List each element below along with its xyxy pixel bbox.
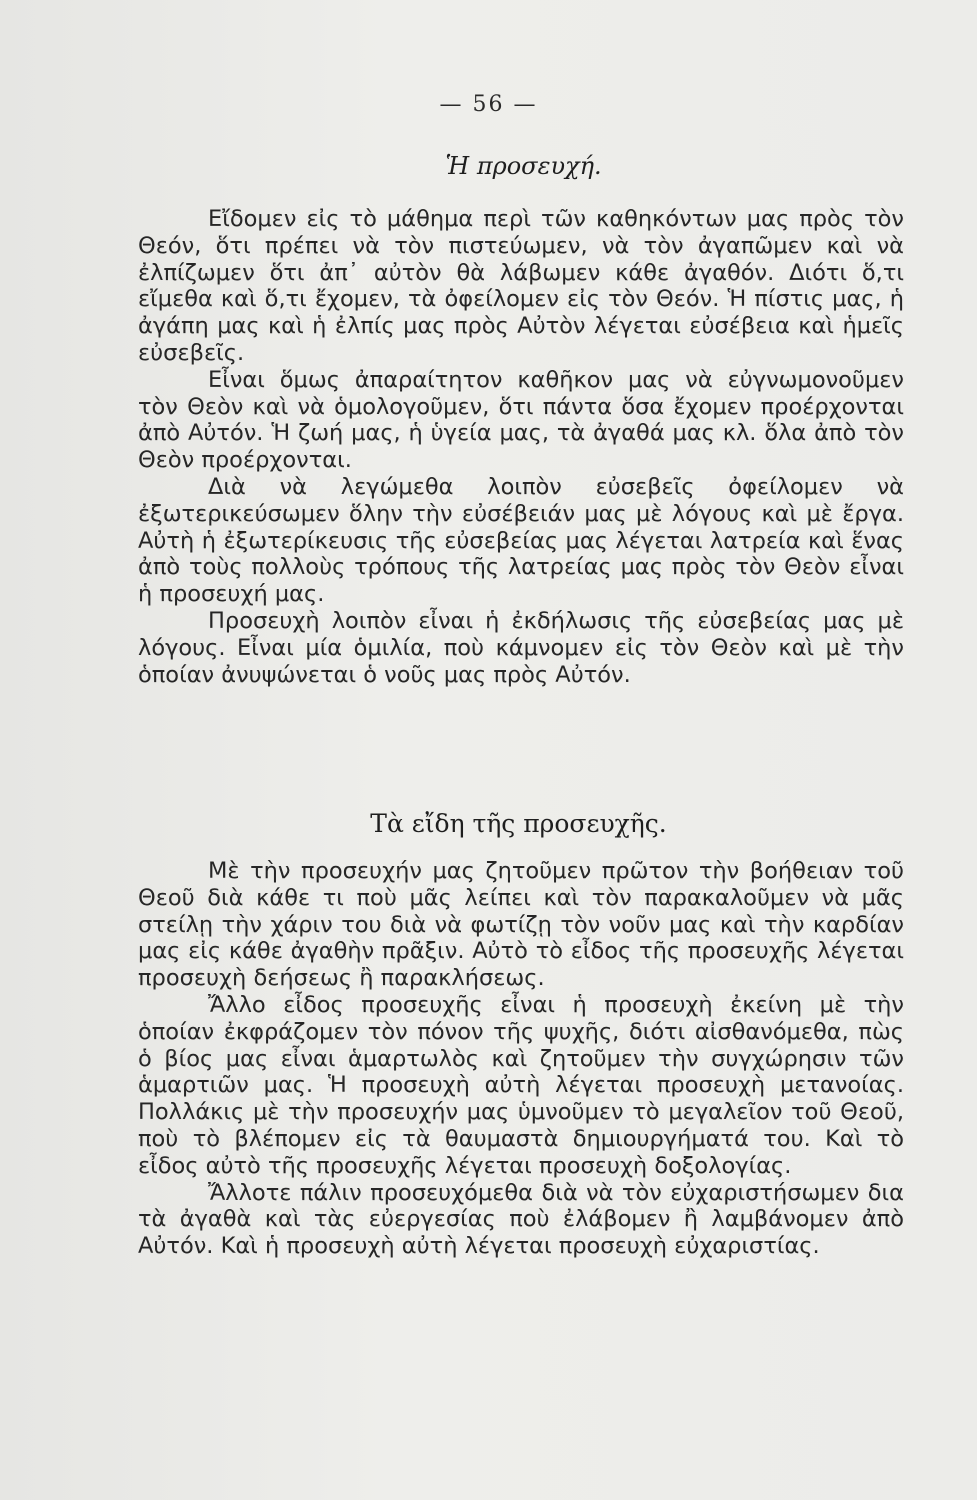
- section-title-prayer: Ἡ προσευχή.: [445, 152, 602, 180]
- paragraph: Εἴδομεν εἰς τὸ μάθημα περὶ τῶν καθηκόντων μας πρὸς τὸν Θεόν, ὅτι πρέπει νὰ τὸν πιστεύωμεν, νὰ τὸν ἀγαπῶμεν καὶ νὰ ἐλπίζωμεν ὅτι ἀπ᾽ αὐτὸν θὰ λάβωμεν κάθε ἀγαθόν. Διότι ὅ,τι εἴμεθα καὶ ὅ,τι ἔχομεν, τὰ ὀφείλομεν εἰς τὸν Θεόν. Ἡ πίστις μας, ἡ ἀγάπη μας καὶ ἡ ἐλπίς μας πρὸς Αὐτὸν λέγεται εὐσέβεια καὶ ἡμεῖς εὐσεβεῖς.: [138, 206, 904, 366]
- section-body-kinds-of-prayer: [138, 858, 904, 1260]
- paragraph: Ἄλλο εἶδος προσευχῆς εἶναι ἡ προσευχὴ ἐκείνη μὲ τὴν ὁποίαν ἐκφράζομεν τὸν πόνον τῆς ψυχῆς, διότι αἰσθανόμεθα, πὼς ὁ βίος μας εἶναι ἁμαρτωλὸς καὶ ζητοῦμεν τὴν συγχώρησιν τῶν ἁμαρτιῶν μας. Ἡ προσευχὴ αὐτὴ λέγεται προσευχὴ μετανοίας. Πολλάκις μὲ τὴν προσευχήν μας ὑμνοῦμεν τὸ μεγαλεῖον τοῦ Θεοῦ, ποὺ τὸ βλέπομεν εἰς τὰ θαυμαστὰ δημιουργήματά του. Καὶ τὸ εἶδος αὐτὸ τῆς προσευχῆς λέγεται προσευχὴ δοξολογίας.: [138, 991, 904, 1179]
- page-number: — 56 —: [439, 92, 538, 117]
- paragraph: Μὲ τὴν προσευχήν μας ζητοῦμεν πρῶτον τὴν βοήθειαν τοῦ Θεοῦ διὰ κάθε τι ποὺ μᾶς λείπει καὶ τὸν παρακαλοῦμεν νὰ μᾶς στείλῃ τὴν χάριν του διὰ νὰ φωτίζῃ τὸν νοῦν μας καὶ τὴν καρδίαν μας εἰς κάθε ἀγαθὴν πρᾶξιν. Αὐτὸ τὸ εἶδος τῆς προσευχῆς λέγεται προσευχὴ δεήσεως ἢ παρακλήσεως.: [138, 858, 904, 992]
- paragraph: Προσευχὴ λοιπὸν εἶναι ἡ ἐκδήλωσις τῆς εὐσεβείας μας μὲ λόγους. Εἶναι μία ὁμιλία, ποὺ κάμνομεν εἰς τὸν Θεὸν καὶ μὲ τὴν ὁποίαν ἀνυψώνεται ὁ νοῦς μας πρὸς Αὐτόν.: [138, 607, 904, 688]
- paragraph: Ἄλλοτε πάλιν προσευχόμεθα διὰ νὰ τὸν εὐχαριστήσωμεν δια τὰ ἀγαθὰ καὶ τὰς εὐεργεσίας ποὺ ἐλάβομεν ἢ λαμβάνομεν ἀπὸ Αὐτόν. Καὶ ἡ προσευχὴ αὐτὴ λέγεται προσευχὴ εὐχαριστίας.: [138, 1179, 904, 1260]
- section-title-kinds-of-prayer: Τὰ εἴδη τῆς προσευχῆς.: [370, 809, 667, 838]
- paragraph: Εἶναι ὅμως ἀπαραίτητον καθῆκον μας νὰ εὐγνωμονοῦμεν τὸν Θεὸν καὶ νὰ ὁμολογοῦμεν, ὅτι πάντα ὅσα ἔχομεν προέρχονται ἀπὸ Αὐτόν. Ἡ ζωή μας, ἡ ὑγεία μας, τὰ ἀγαθά μας κλ. ὅλα ἀπὸ τὸν Θεὸν προέρχονται.: [138, 366, 904, 474]
- paragraph: Διὰ νὰ λεγώμεθα λοιπὸν εὐσεβεῖς ὀφείλομεν νὰ ἐξωτερικεύσωμεν ὅλην τὴν εὐσέβειάν μας μὲ λόγους καὶ μὲ ἔργα. Αὐτὴ ἡ ἐξωτερίκευσις τῆς εὐσεβείας μας λέγεται λατρεία καὶ ἕνας ἀπὸ τοὺς πολλοὺς τρόπους τῆς λατρείας μας πρὸς τὸν Θεὸν εἶναι ἡ προσευχή μας.: [138, 473, 904, 608]
- section-body-prayer: [138, 206, 904, 688]
